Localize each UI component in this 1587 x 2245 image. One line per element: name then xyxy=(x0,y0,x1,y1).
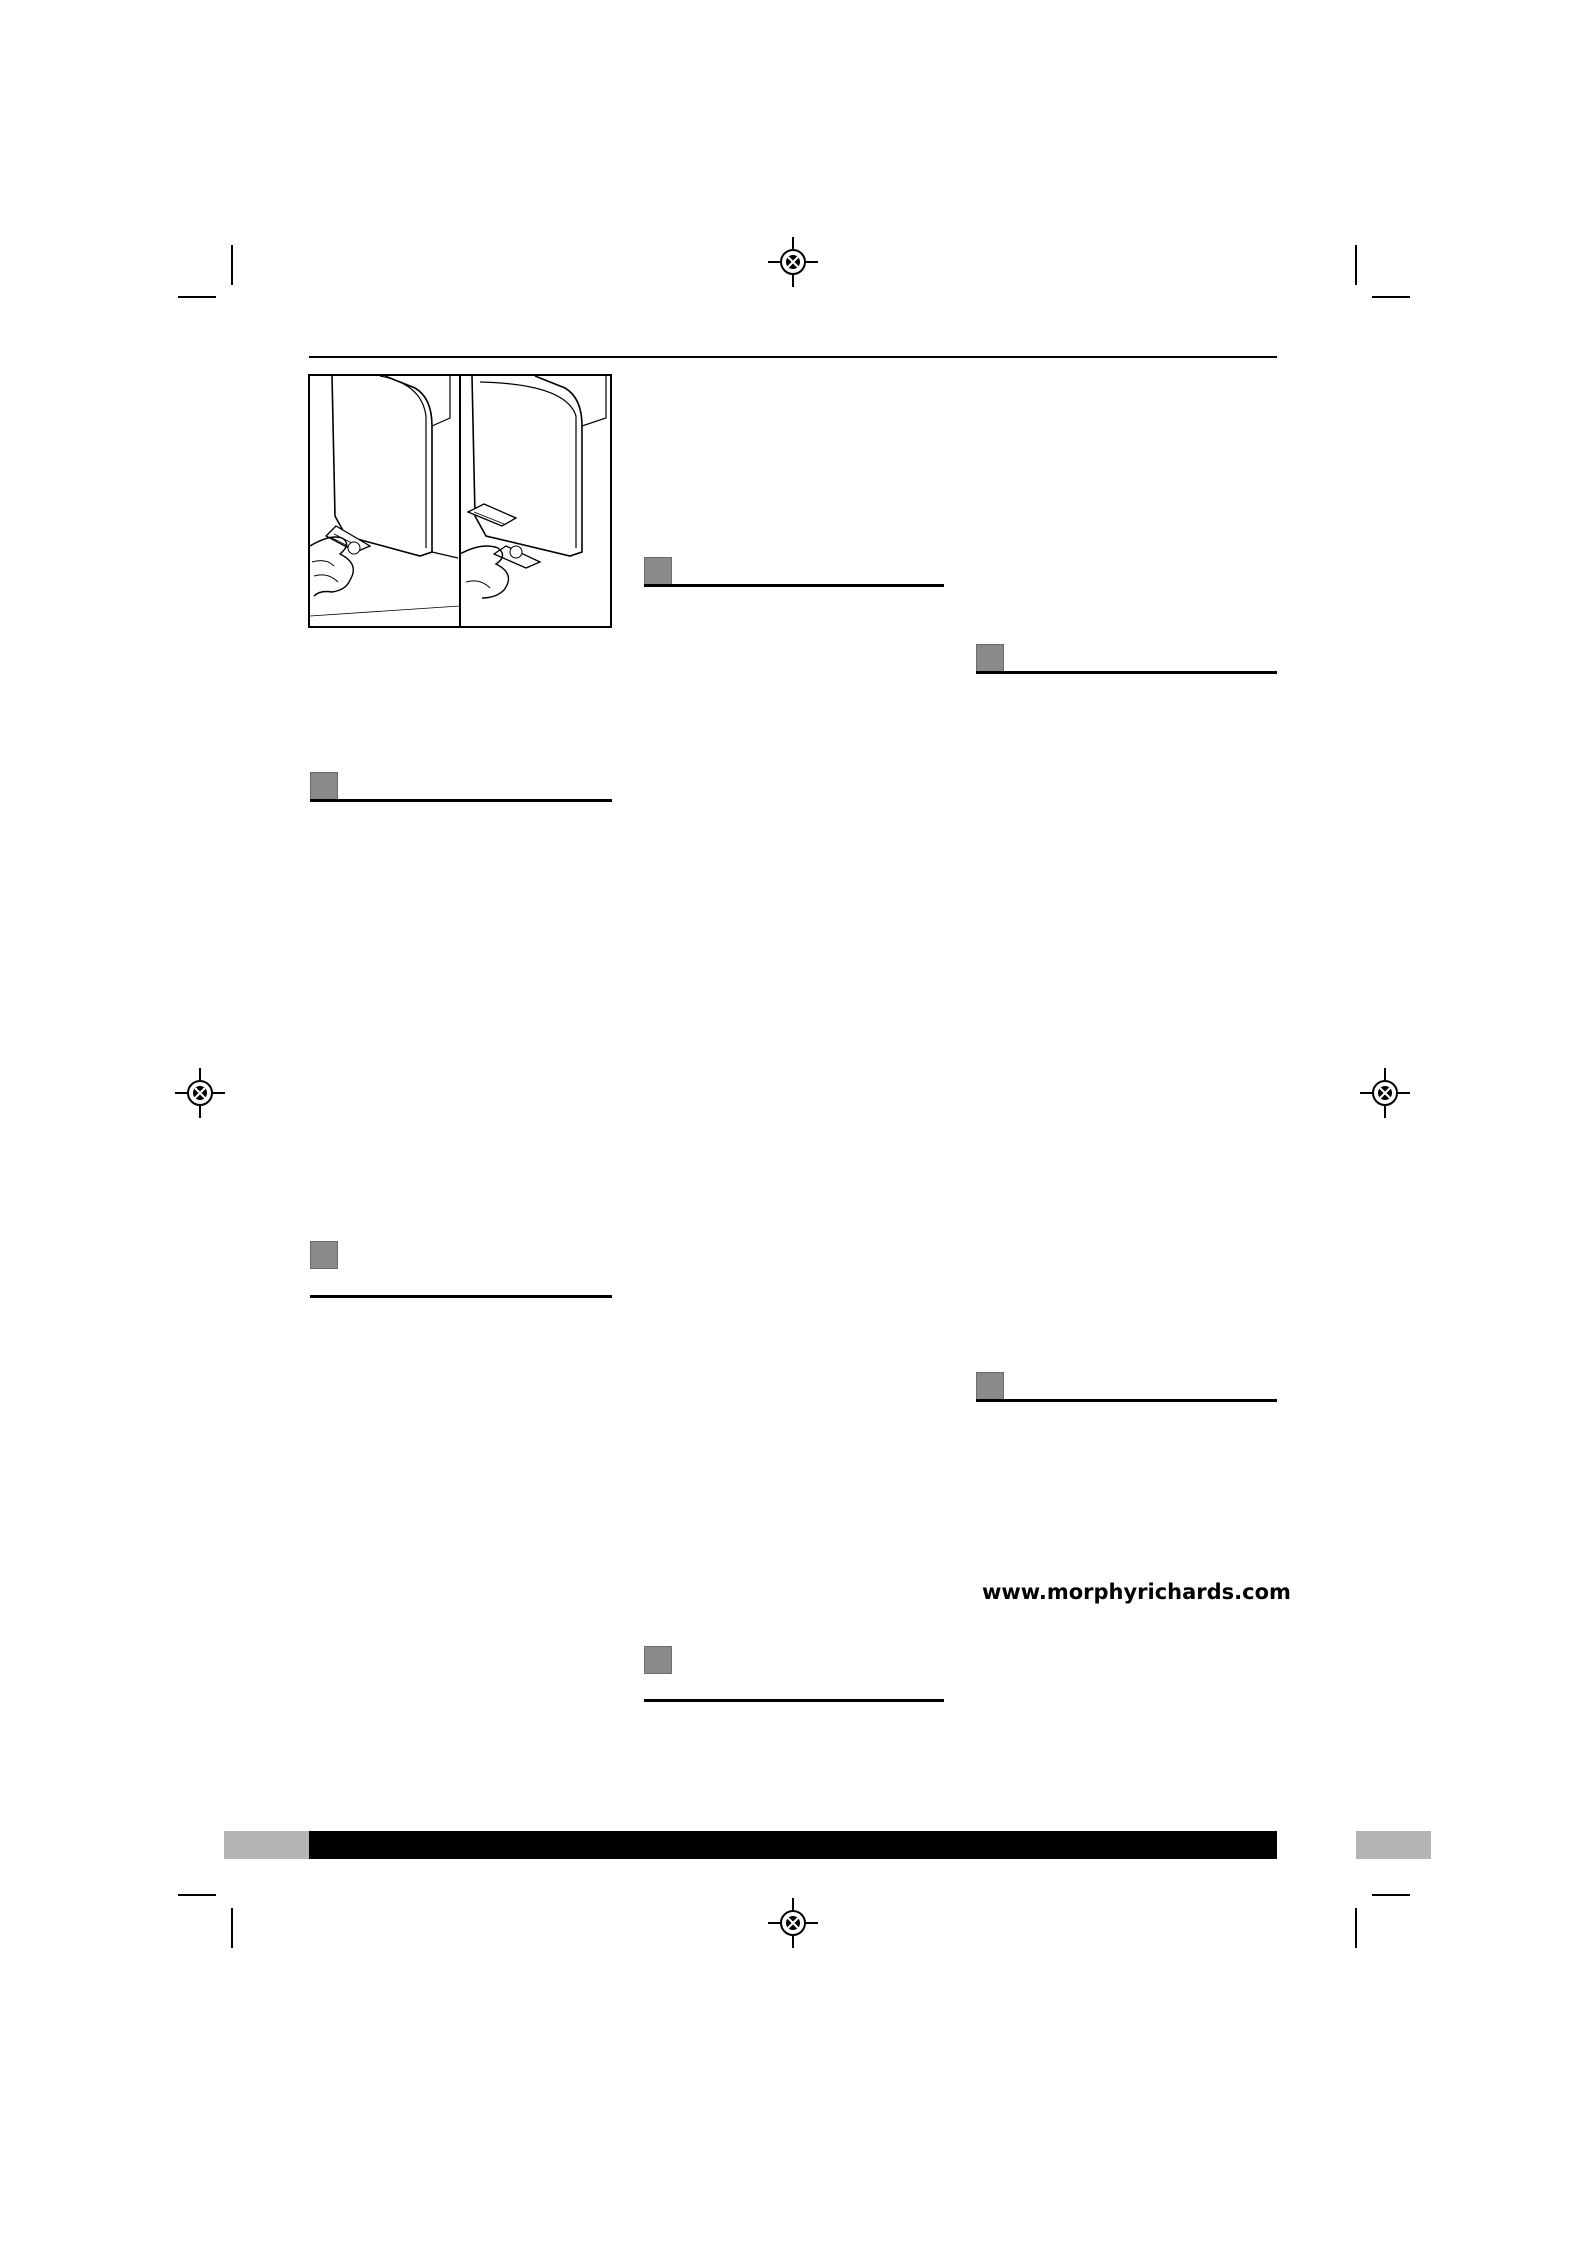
crop-mark-bottom-left-v xyxy=(231,1908,233,1948)
website-url: www.morphyrichards.com xyxy=(982,1580,1291,1604)
registration-mark-icon xyxy=(1360,1068,1410,1118)
page-tab-right xyxy=(1356,1831,1431,1859)
page-tab-left xyxy=(224,1831,309,1859)
section-heading-rule xyxy=(310,799,612,802)
registration-mark-icon xyxy=(175,1068,225,1118)
crop-mark-bottom-right-h xyxy=(1372,1894,1410,1896)
crop-mark-top-right-v xyxy=(1355,245,1357,285)
header-rule xyxy=(309,356,1277,358)
section-heading-rule xyxy=(976,671,1277,674)
toaster-right-icon xyxy=(460,376,606,598)
section-heading-rule xyxy=(976,1399,1277,1402)
registration-mark-icon xyxy=(768,1898,818,1948)
section-heading-marker xyxy=(310,1241,338,1269)
registration-mark-icon xyxy=(768,237,818,287)
section-heading-marker xyxy=(976,1372,1004,1400)
toaster-left-icon xyxy=(310,376,460,616)
crumb-tray-illustration xyxy=(308,374,612,628)
section-heading-rule xyxy=(644,1699,944,1702)
crop-mark-top-right-h xyxy=(1372,296,1410,298)
crop-mark-bottom-left-h xyxy=(178,1894,216,1896)
footer-bar xyxy=(309,1831,1277,1859)
section-heading-rule xyxy=(310,1295,612,1298)
crop-mark-bottom-right-v xyxy=(1355,1908,1357,1948)
crop-mark-top-left-h xyxy=(178,296,216,298)
section-heading-marker xyxy=(976,644,1004,672)
section-heading-marker xyxy=(644,557,672,585)
section-heading-marker xyxy=(310,772,338,800)
section-heading-rule xyxy=(644,584,944,587)
section-heading-marker xyxy=(644,1646,672,1674)
crop-mark-top-left-v xyxy=(231,245,233,285)
